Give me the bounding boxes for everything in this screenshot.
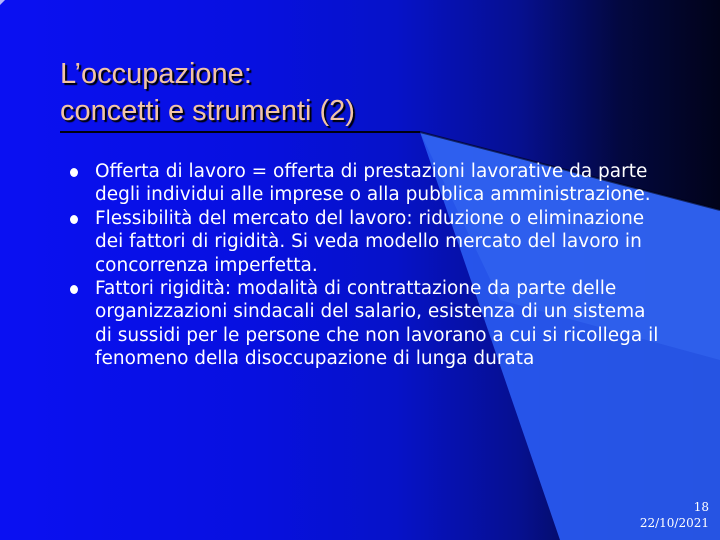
bullet-item	[60, 207, 660, 277]
bullet-item	[60, 277, 660, 371]
title-line-2: concetti e strumenti (2)	[60, 95, 355, 127]
bullet-text: Flessibilità del mercato del lavoro: riduzione o eliminazione dei fattori di rigidità. Si veda modello mercato del lavoro in concorrenza imperfetta.	[95, 207, 645, 276]
corner-mark	[0, 0, 5, 5]
bullet-item	[60, 160, 660, 207]
page-number: 18	[693, 500, 709, 514]
title-line-1: L’occupazione:	[60, 58, 252, 90]
bullet-dot-icon	[70, 215, 78, 224]
bullet-list	[60, 160, 660, 371]
bullet-text: Offerta di lavoro = offerta di prestazioni lavorative da parte degli individui alle imprese o alla pubblica amministrazione.	[95, 161, 651, 206]
bullet-dot-icon	[70, 168, 78, 177]
bullet-text: Fattori rigidità: modalità di contrattazione da parte delle organizzazioni sindacali del salario, esistenza di un sistema di sussidi per le persone che non lavorano a cui si ricollega il fenomeno della disoccupazione di lunga durata	[95, 278, 659, 370]
slide-date: 22/10/2021	[639, 516, 709, 530]
slide-title	[60, 56, 660, 130]
bullet-dot-icon	[70, 285, 78, 294]
